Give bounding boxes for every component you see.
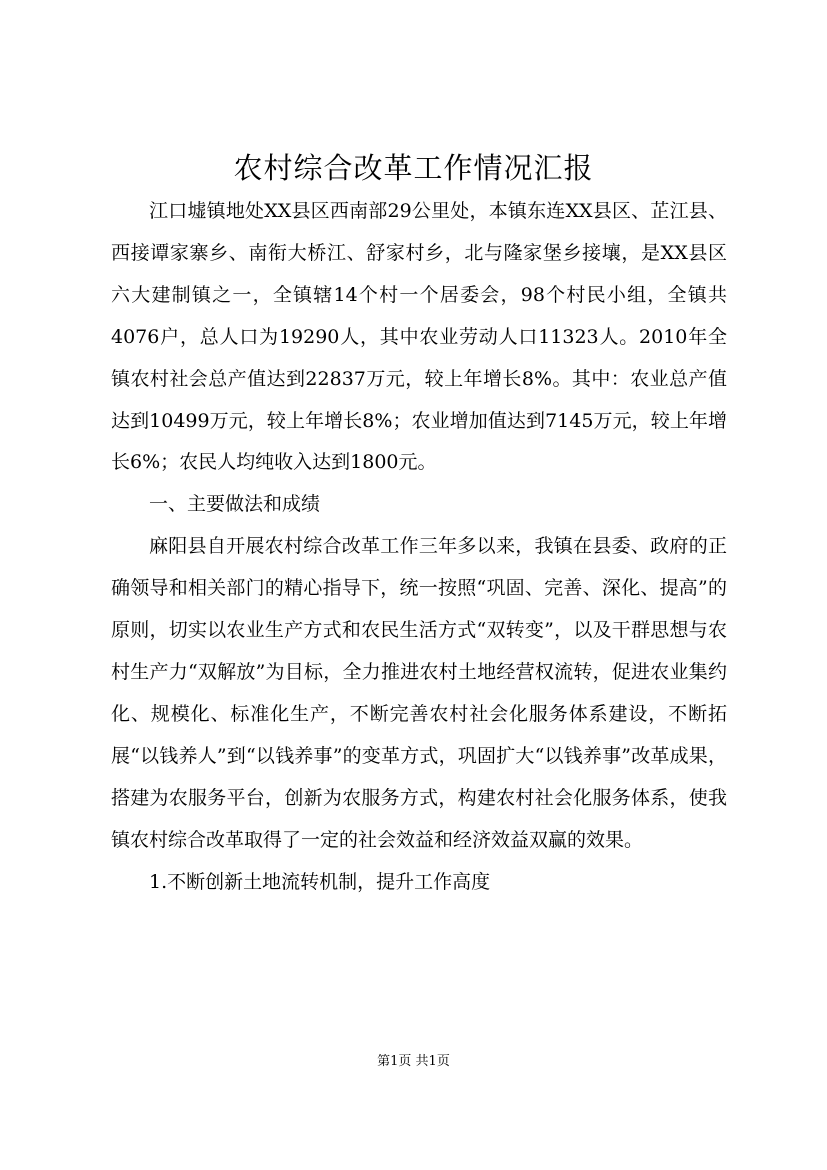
- paragraph-reform-summary: 麻阳县自开展农村综合改革工作三年多以来，我镇在县委、政府的正确领导和相关部门的精心指导下，统一按照“巩固、完善、深化、提高”的原则，切实以农业生产方式和农民生活方式“双转变”，以及干群思想与农村生产力“双解放”为目标，全力推进农村土地经营权流转，促进农业集约化、规模化、标准化生产，不断完善农村社会化服务体系建设，不断拓展“以钱养人”到“以钱养事”的变革方式，巩固扩大“以钱养事”改革成果，搭建为农服务平台，创新为农服务方式，构建农村社会化服务体系，使我镇农村综合改革取得了一定的社会效益和经济效益双赢的效果。: [111, 535, 727, 851]
- subheading-land-transfer: 1.不断创新土地流转机制，提升工作高度: [149, 870, 491, 893]
- section-heading-main-practices: 一、主要做法和成绩: [149, 493, 321, 516]
- document-title: 农村综合改革工作情况汇报: [233, 151, 594, 185]
- paragraph-overview: 江口墟镇地处XX县区西南部29公里处，本镇东连XX县区、芷江县、西接谭家寨乡、南衔大桥江、舒家村乡，北与隆家堡乡接壤，是XX县区六大建制镇之一，全镇辖14个村一个居委会，98个村民小组，全镇共4076户，总人口为19290人，其中农业劳动人口11323人。2010年全镇农村社会总产值达到22837万元，较上年增长8%。其中：农业总产值达到10499万元，较上年增长8%；农业增加值达到7145万元，较上年增长6%；农民人均纯收入达到1800元。: [111, 200, 727, 474]
- document-body: [111, 191, 727, 903]
- page-footer: 第1页 共1页: [377, 1054, 450, 1069]
